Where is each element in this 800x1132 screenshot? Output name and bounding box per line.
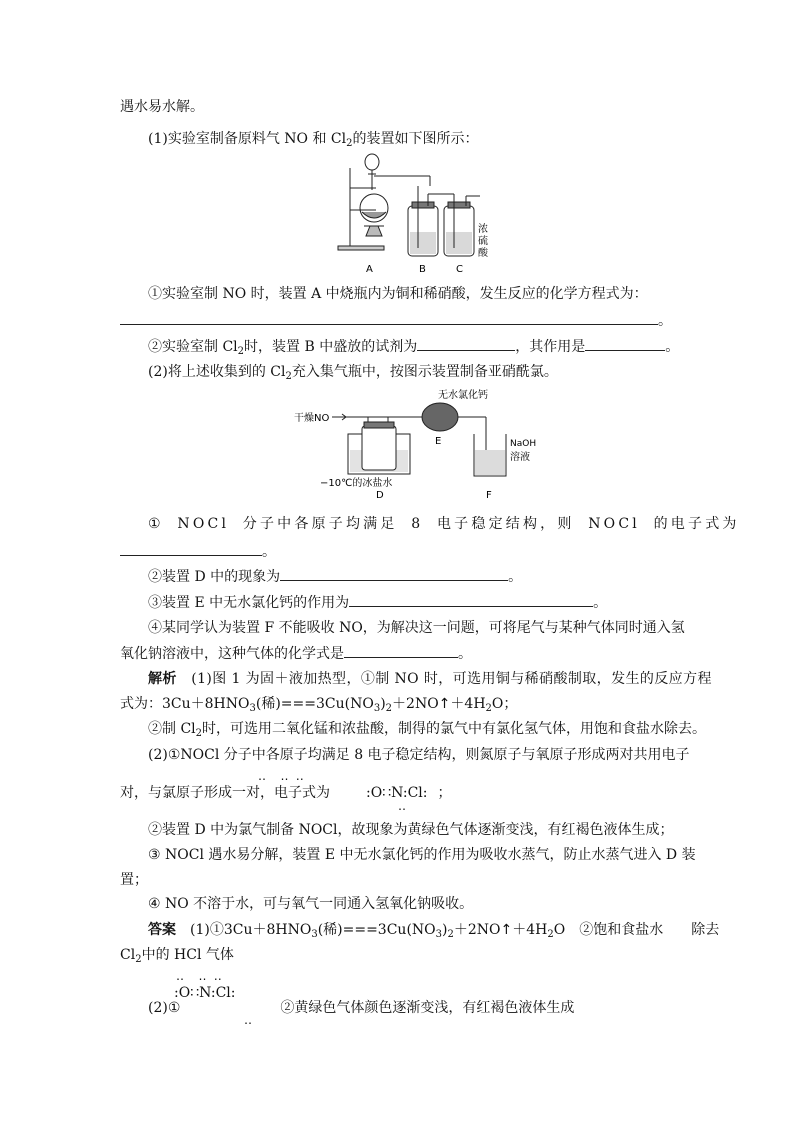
question-2-4-cont: 氧化钠溶液中，这种气体的化学式是 。 [120,643,472,664]
question-1-intro: (1)实验室制备原料气 NO 和 $Cl_2$的装置如下图所示： [148,131,479,149]
acid-label-2: 硫 [478,236,488,247]
label-b: B [419,264,426,275]
naoh-label-1: NaOH [510,439,537,449]
answer-label: 答案 [148,922,176,938]
electron-formula-answer: :O∷N:Cl: [174,985,236,1001]
burner [366,226,382,236]
answer-line-2-key: $Cl_2$中的 HCl 气体 [120,947,234,965]
answer-line-2: 。 [120,541,276,562]
apparatus-figure-2 [290,384,537,502]
answer-line-1-key: 答案 $(1)①3Cu+8HNO_3$(稀)$===3Cu(NO_3)_2+2NO↑+4H_2O$ ②饱和食盐水 除去 [148,922,720,940]
question-1-1: ①实验室制 NO 时，装置 A 中烧瓶内为铜和稀硝酸，发生反应的化学方程式为： [148,286,648,302]
collection-bottle [362,426,396,470]
text-line-0: 遇水易水解。 [120,99,204,115]
label-a: A [366,264,373,275]
drying-tube [422,403,458,431]
analysis-line-3: ②制 $Cl_2$时，可选用二氧化锰和浓盐酸，制得的氯气中有氯化氢气体，用饱和食盐水除去。 [148,721,707,739]
analysis-line-4: (2)①NOCl 分子中各原子均满足 8 电子稳定结构，则氮原子与氧原子形成两对共用电子 [148,747,690,763]
answer-blank[interactable] [120,541,262,556]
analysis-line-5: 对，与氯原子形成一对，电子式为 :O∷N:Cl: ； [120,785,452,801]
question-2-4: ④某同学认为装置 F 不能吸收 NO，为解决这一问题，可将尾气与某种气体同时通入氢 [148,620,685,636]
label-c: C [456,264,463,275]
naoh-label-2: 溶液 [510,452,530,463]
acid-label-1: 浓 [478,224,488,235]
answer-blank[interactable] [280,566,508,581]
label-e: E [435,436,442,447]
stand-base [338,246,384,250]
answer-blank[interactable] [349,592,593,607]
dropping-funnel [365,154,379,170]
answer-blank[interactable] [344,643,458,658]
inlet-label: 干燥NO [294,413,330,424]
electron-formula: :O∷N:Cl: [366,785,428,801]
label-f: F [486,490,492,501]
answer-blank[interactable] [120,310,658,325]
answer-blank[interactable] [417,336,515,351]
question-2-1: ① NOCl 分子中各原子均满足 8 电子稳定结构，则 NOCl 的电子式为 [148,516,740,532]
analysis-line-8: 置； [120,872,148,888]
question-2-2: ②装置 D 中的现象为 。 [148,566,522,587]
answer-line-1: 。 [120,310,672,331]
electron-dots-top: ‥ ‥ ‥ [258,769,304,783]
analysis-line-7: ③ NOCl 遇水易分解，装置 E 中无水氯化钙的作用为吸收水蒸气，防止水蒸气进入 D 装 [148,847,696,863]
analysis-line-1: 解析 (1)图 1 为固＋液加热型，①制 NO 时，可选用铜与稀硝酸制取，发生的反应方程 [148,671,712,687]
electron-dots-bottom: ‥ [398,799,407,813]
analysis-line-9: ④ NO 不溶于水，可与氧气一同通入氢氧化钠吸收。 [148,896,474,912]
acid-label-3: 酸 [478,248,488,259]
question-2-3: ③装置 E 中无水氯化钙的作用为 。 [148,592,607,613]
electron-dots-top-answer: ‥ ‥ ‥ [176,969,222,983]
question-2-intro: (2)将上述收集到的 $Cl_2$充入集气瓶中，按图示装置制备亚硝酰氯。 [148,364,558,382]
question-1-2: ②实验室制 $Cl_2$时，装置 B 中盛放的试剂为 ，其作用是 。 [148,336,679,357]
desiccant-label: 无水氯化钙 [438,390,488,401]
analysis-label: 解析 [148,671,177,687]
analysis-line-6: ②装置 D 中为氯气制备 NOCl，故现象为黄绿色气体逐渐变浅，有红褐色液体生成； [148,822,674,838]
bath-label: −10℃的冰盐水 [320,478,393,489]
label-d: D [376,490,384,501]
analysis-line-2: 式为：$3Cu+8HNO_3$(稀)$===3Cu(NO_3)_2+2NO↑+4H_2O$； [120,696,518,714]
answer-blank[interactable] [585,336,665,351]
answer-line-3-key: (2)① ②黄绿色气体颜色逐渐变浅，有红褐色液体生成 [148,1000,575,1016]
electron-dots-bottom-answer: ‥ [244,1013,253,1027]
apparatus-figure-1 [330,148,490,276]
